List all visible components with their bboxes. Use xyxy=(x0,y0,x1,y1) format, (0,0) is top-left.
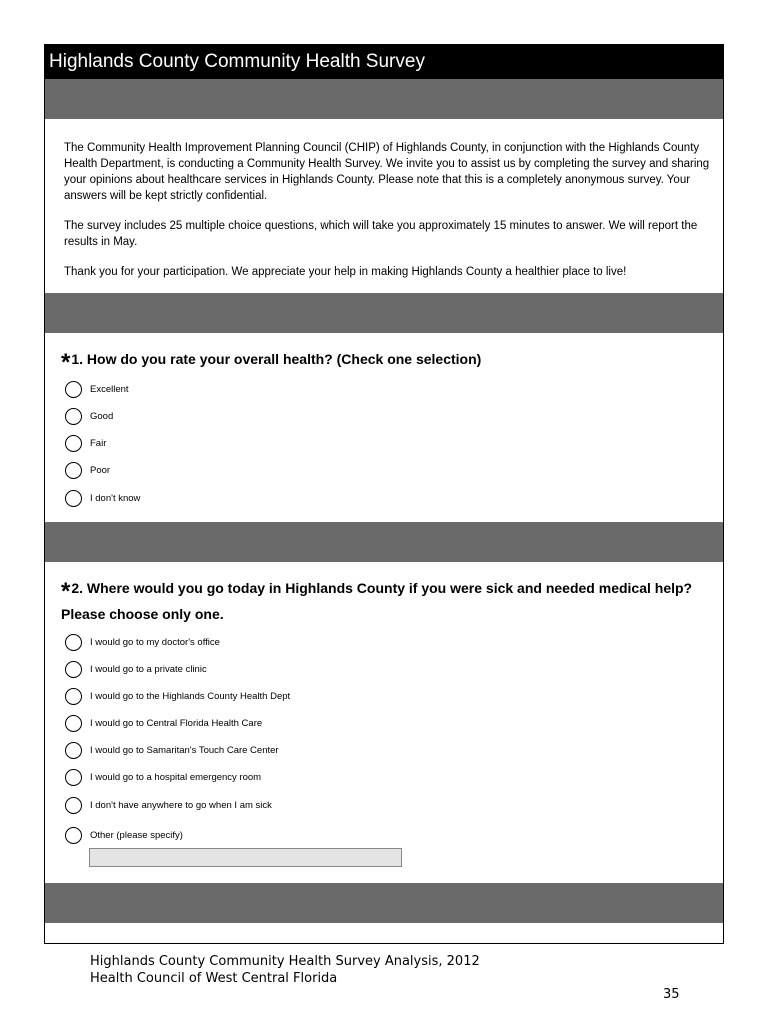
option-label: I don't have anywhere to go when I am sick xyxy=(90,799,272,811)
survey-title: Highlands County Community Health Survey xyxy=(45,45,723,79)
radio-button[interactable] xyxy=(65,634,82,651)
question-1-option[interactable] xyxy=(65,432,106,454)
question-1-option[interactable] xyxy=(65,378,129,400)
option-label: Other (please specify) xyxy=(90,829,183,841)
question-2-option[interactable] xyxy=(65,739,279,761)
radio-button[interactable] xyxy=(65,797,82,814)
option-label: Good xyxy=(90,410,114,422)
radio-button[interactable] xyxy=(65,715,82,732)
option-label: I don't know xyxy=(90,492,141,504)
question-text: 1. How do you rate your overall health? (Check one selection) xyxy=(71,351,482,367)
option-label: I would go to a private clinic xyxy=(90,663,207,675)
question-2-option[interactable] xyxy=(65,685,290,707)
question-2-option[interactable] xyxy=(65,712,262,734)
radio-button[interactable] xyxy=(65,742,82,759)
question-2-title xyxy=(61,577,711,626)
other-specify-input[interactable] xyxy=(89,848,402,867)
intro-paragraph: The Community Health Improvement Planning Council (CHIP) of Highlands County, in conjunction with the Highlands County Health Department, is conducting a Community Health Survey. We invite you to assist us by completing the survey and sharing your opinions about healthcare services in Highlands County. Please note that this is a completely anonymous survey. Your answers will be kept strictly confidential. xyxy=(64,142,710,202)
radio-button[interactable] xyxy=(65,381,82,398)
page-footer xyxy=(90,953,480,987)
page-number: 35 xyxy=(663,987,680,1002)
question-1-option[interactable] xyxy=(65,459,110,481)
option-label: I would go to the Highlands County Health Dept xyxy=(90,690,291,702)
option-label: I would go to a hospital emergency room xyxy=(90,771,262,783)
option-label: I would go to Samaritan's Touch Care Center xyxy=(90,744,279,756)
radio-button[interactable] xyxy=(65,490,82,507)
intro-paragraph: Thank you for your participation. We appreciate your help in making Highlands County a healthier place to live! xyxy=(64,266,627,278)
question-1-option[interactable] xyxy=(65,487,140,509)
survey-intro xyxy=(64,140,714,294)
radio-button[interactable] xyxy=(65,462,82,479)
option-label: I would go to Central Florida Health Care xyxy=(90,717,263,729)
radio-button[interactable] xyxy=(65,827,82,844)
radio-button[interactable] xyxy=(65,661,82,678)
section-divider xyxy=(45,79,723,119)
section-divider xyxy=(45,293,723,333)
question-1-option[interactable] xyxy=(65,405,113,427)
option-label: I would go to my doctor's office xyxy=(90,636,220,648)
intro-paragraph: The survey includes 25 multiple choice questions, which will take you approximately 15 minutes to answer. We will report the results in May. xyxy=(64,220,698,248)
question-2-option[interactable] xyxy=(65,824,183,846)
question-2-option[interactable] xyxy=(65,766,261,788)
option-label: Excellent xyxy=(90,383,129,395)
option-label: Fair xyxy=(90,437,107,449)
section-divider xyxy=(45,522,723,562)
survey-frame xyxy=(44,44,724,944)
option-label: Poor xyxy=(90,464,111,476)
question-1-title xyxy=(61,348,711,374)
question-2-option[interactable] xyxy=(65,658,207,680)
question-2-option[interactable] xyxy=(65,631,220,653)
required-asterisk: * xyxy=(61,349,71,376)
footer-organization: Health Council of West Central Florida xyxy=(90,971,338,986)
section-divider xyxy=(45,883,723,923)
footer-report-title: Highlands County Community Health Survey Analysis, 2012 xyxy=(90,954,480,969)
radio-button[interactable] xyxy=(65,688,82,705)
radio-button[interactable] xyxy=(65,435,82,452)
required-asterisk: * xyxy=(61,578,71,605)
question-2-option[interactable] xyxy=(65,794,272,816)
radio-button[interactable] xyxy=(65,408,82,425)
radio-button[interactable] xyxy=(65,769,82,786)
question-text: 2. Where would you go today in Highlands County if you were sick and needed medical help? Please choose only one. xyxy=(61,580,693,622)
